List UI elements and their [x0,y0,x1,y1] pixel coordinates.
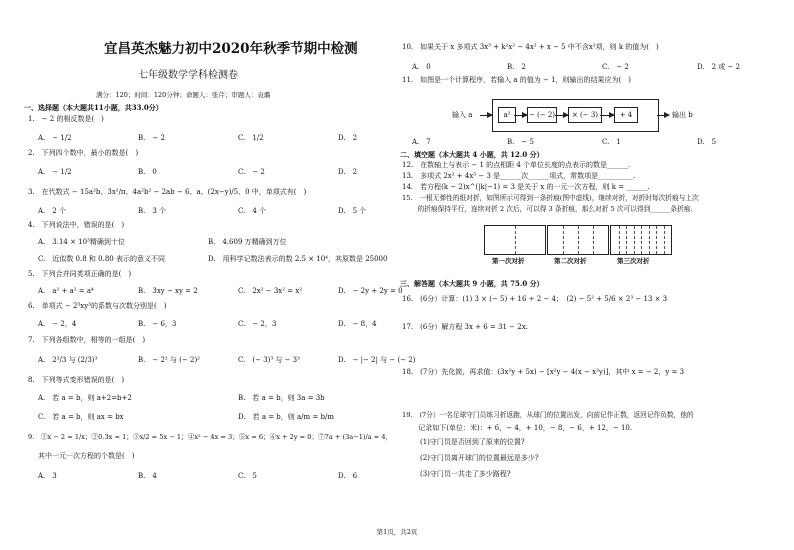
fold-label-2: 第二次对折 [554,257,587,265]
option-a: A. − 1/2 [38,134,72,142]
question-8: 8. 下列等式变形错误的是( ) [28,376,125,384]
option-b: B. 3xy − xy = 2 [138,287,198,295]
option-d: D. − 2y + 2y = 0 [338,287,403,295]
option-a: A. 3.14 × 10³精确到十位 [38,238,125,246]
question-19-cont: 记录如下(单位：米)：+ 6，− 4，+ 10，− 8，− 6，+ 12，− 10. [402,424,633,432]
flow-step-square: a² [498,107,516,123]
option-a: A. 2³/3 与 (2/3)³ [38,356,98,364]
exam-info: 满分：120；时间：120分钟；命题人：张芹；审题人：袁璐 [96,91,271,99]
flow-input-label: 输入 a [452,111,473,119]
arrow-icon [600,115,614,116]
option-b: B. 若 a = b，则 3a = 3b [238,394,325,402]
fold-label-3: 第三次对折 [617,257,650,265]
option-b: B. 0 [138,168,157,176]
question-17: 17. (6分）解方程 3x + 6 = 31 − 2x. [402,323,528,331]
fold-line [626,226,627,254]
question-19-part-1: (1)守门员是否回到了原来的位置? [420,438,525,446]
question-7: 7. 下列各组数中，相等的一组是( ) [28,336,146,344]
arrow-icon [514,115,527,116]
option-a: A. 若 a = b，则 a+2=b+2 [38,394,132,402]
question-15-cont: 的折痕保持平行，连续对折 2 次后，可以得 3 条折痕，那么对折 5 次可以得到______条折痕. [402,205,693,213]
option-b: B. 2 [507,63,526,71]
question-19: 19. (7分）一名足球守门员练习折返跑，从球门的位置出发，向前记作正数，返回记作负数，他的 [402,411,694,419]
fold-paper-1 [484,225,546,255]
fold-paper-3 [610,225,672,255]
arrow-icon [657,115,669,116]
option-d: D. 6 [338,472,358,480]
fold-line [634,226,635,254]
fold-paper-2 [547,225,609,255]
option-b: B. 3 个 [138,207,167,215]
option-d: D. − |− 2| 与 − (− 2) [338,356,416,364]
question-14: 14. 若方程(k − 2)x^(|k|−1) = 3 是关于 x 的一元一次方程，则 k = ______. [402,183,650,191]
fold-line [515,226,516,254]
exam-title: 宜昌英杰魅力初中2020年秋季节期中检测 [104,41,358,57]
option-c: C. − 2，3 [238,320,277,328]
option-a: A. a² + a² = a⁴ [38,287,94,295]
option-d: D. 2 或 − 2 [697,63,741,71]
option-a: A. − 2，4 [38,320,77,328]
option-c: C. − 2 [602,63,629,71]
fold-line [649,226,650,254]
question-13: 13. 多项式 2x² + 4x³ − 3 是______次______项式，常数项是__________. [402,172,636,180]
option-d: D. 若 a = b，则 a/m = b/m [238,413,334,421]
fold-line [563,226,564,254]
option-d: D. 5 [697,138,717,146]
question-9-stem: 其中一元一次方程的个数是( ) [38,452,135,460]
option-d: D. − 8，4 [338,320,377,328]
fold-line [656,226,657,254]
option-b: B. − 2 [138,134,165,142]
flow-step-subtract: − (− 2) [527,107,557,123]
option-c: C. − 2 [238,168,265,176]
exam-subtitle: 七年级数学学科检测卷 [138,70,238,81]
flow-step-add: + 4 [614,107,638,123]
question-16: 16. (6分）计算：(1) 3 × (− 5) + 16 ÷ 2 − 4； (2) − 5² + 5/6 × 2³ − 13 × 3 [402,295,668,303]
section-heading: 二、填空题（本大题共 4 小题，共 12.0 分） [400,150,544,159]
question-3: 3. 在代数式 − 15a²b、3x²/π、4a²b² − 2ab − 6、a、(2x−y)/5、0 中，单项式有( ) [28,188,307,196]
option-d: D. 2 [338,134,358,142]
option-a: A. − 1/2 [38,168,72,176]
arrow-icon [555,115,568,116]
question-18: 18. (7分）先化简，再求值：(3x²y + 5x) − [x²y − 4(x − x²y)]，其中 x = − 2，y = 3 [402,368,685,376]
option-b: B. − 6，3 [138,320,177,328]
option-b: B. 4.609 万精确到万位 [208,238,287,246]
question-15: 15. 一根无弹性的纸对折，如图所示可得到一条折痕(图中虚线)，继续对折，对折时每次折痕与上次 [402,194,699,202]
question-9: 9. ①x − 2 = 1/x；②0.3x = 1；③x/2 = 5x − 1；④x² − 4x = 3；⑤x = 6；⑥x + 2y = 0；⑦7a + (3a−1)/a = 4， [28,433,393,441]
option-a: A. 2 个 [38,207,66,215]
fold-line [664,226,665,254]
section-heading: 三、解答题（本大题共 9 小题，共 75.0 分） [400,279,544,288]
option-c: C. 1 [602,138,621,146]
fold-line [593,226,594,254]
question-4: 4. 下列说法中，错误的是( ) [28,221,125,229]
option-c: C. 5 [238,472,257,480]
question-12: 12. 在数轴上与表示 − 1 的点相距 4 个单位长度的点表示的数是______. [402,161,631,169]
question-1: 1. − 2 的相反数是( ) [28,115,104,123]
question-11: 11. 如图是一个计算程序，若输入 a 的值为 − 1，则输出的结果应为( ) [402,76,631,84]
option-b: B. − 2² 与 (− 2)² [138,356,200,364]
question-5: 5. 下列合并同类项正确的是( ) [28,270,132,278]
question-10: 10. 如果关于 x 多项式 3x³ + k²x² − 4x² + x − 5 中不含x²项，则 k 的值为( ) [402,43,659,51]
fold-line [619,226,620,254]
page-footer: 第1页，共2页 [376,528,418,536]
option-b: B. − 5 [507,138,534,146]
arrow-icon [480,115,492,116]
fold-line [578,226,579,254]
fold-line [641,226,642,254]
question-19-part-2: (2)守门员离开球门的位置最远是多少? [420,454,539,462]
option-c: C. 若 a = b，则 ax = bx [38,413,124,421]
flow-step-multiply: × (− 3) [568,107,602,123]
question-19-part-3: (3)守门员一共走了多少路程? [420,470,511,478]
question-6: 6. 单项式 − 2³xy³的系数与次数分别是( ) [28,302,167,310]
option-b: B. 4 [138,472,157,480]
option-c: C. (− 3)³ 与 − 3³ [238,356,300,364]
question-2: 2. 下列四个数中，最小的数是( ) [28,149,139,157]
fold-label-1: 第一次对折 [492,257,525,265]
option-d: D. 用科学记数法表示的数 2.5 × 10⁴，其原数是 25000 [208,255,388,263]
option-a: A. 3 [38,472,57,480]
section-heading: 一、选择题（本大题共11小题，共33.0分） [24,103,163,112]
option-d: D. 5 个 [338,207,367,215]
option-c: C. 2x² − 3x² = x² [238,287,303,295]
option-a: A. 7 [412,138,431,146]
option-a: A. 0 [412,63,431,71]
option-c: C. 4 个 [238,207,267,215]
flow-output-label: 输出 b [672,111,693,119]
option-d: D. 2 [338,168,358,176]
option-c: C. 近似数 0.8 和 0.80 表示的意义不同 [38,255,165,263]
option-c: C. 1/2 [238,134,264,142]
